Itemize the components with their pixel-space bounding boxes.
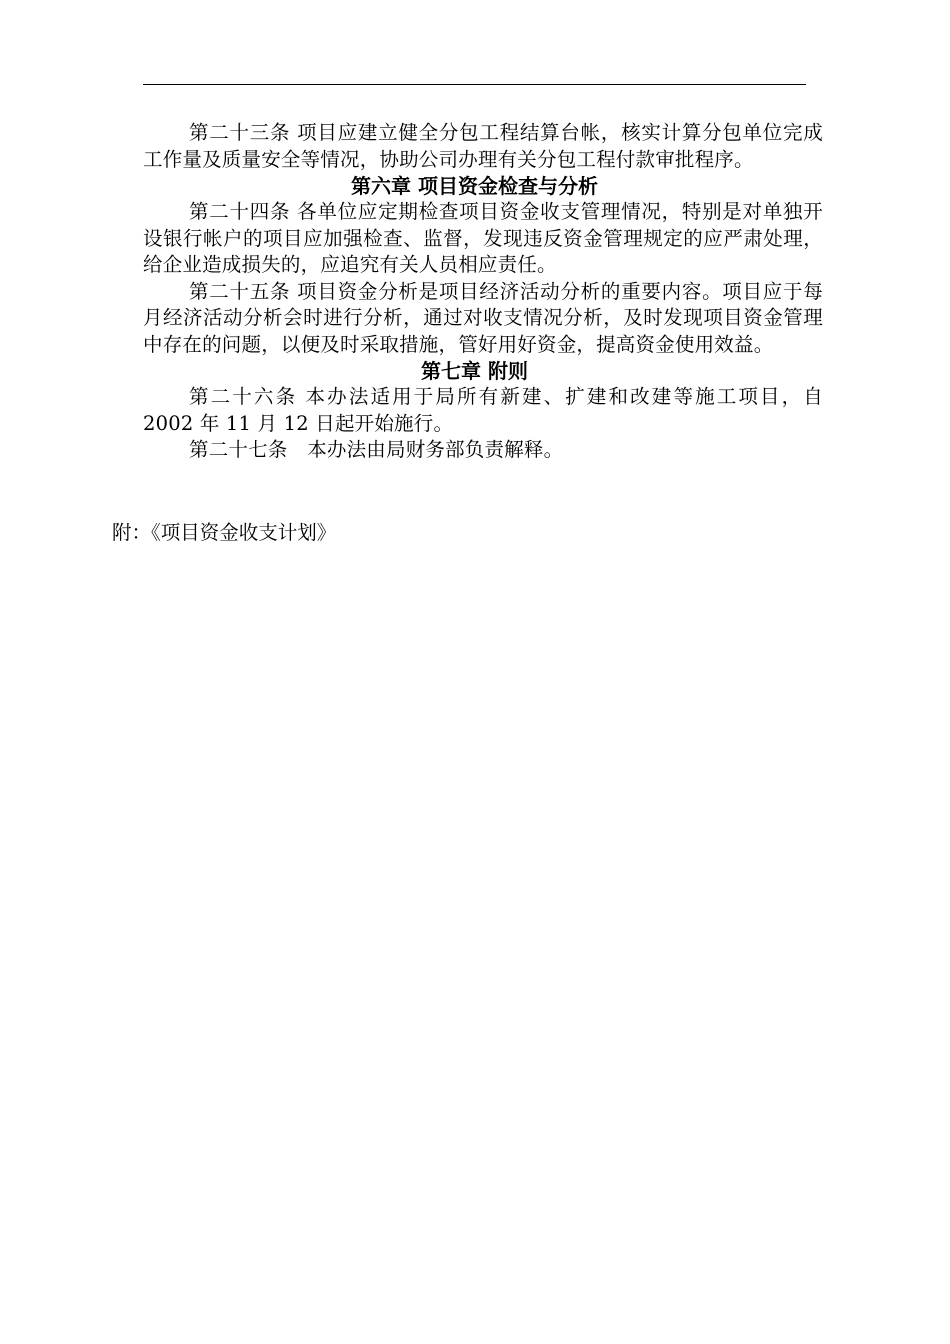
- article-23: 第二十三条 项目应建立健全分包工程结算台帐，核实计算分包单位完成工作量及质量安全等情况，协助公司办理有关分包工程付款审批程序。: [143, 121, 823, 171]
- attachment-note: 附：《项目资金收支计划》: [112, 521, 337, 544]
- document-body: [143, 120, 823, 464]
- article-24: 第二十四条 各单位应定期检查项目资金收支管理情况，特别是对单独开设银行帐户的项目应加强检查、监督，发现违反资金管理规定的应严肃处理，给企业造成损失的，应追究有关人员相应责任。: [143, 200, 823, 276]
- article-25: 第二十五条 项目资金分析是项目经济活动分析的重要内容。项目应于每月经济活动分析会时进行分析，通过对收支情况分析，及时发现项目资金管理中存在的问题，以便及时采取措施，管好用好资金，提高资金使用效益。: [143, 279, 823, 356]
- header-rule: [143, 84, 806, 85]
- chapter-7-title: 第七章 附则: [421, 359, 528, 383]
- article-27: 第二十七条 本办法由局财务部负责解释。: [189, 438, 564, 461]
- chapter-6-title: 第六章 项目资金检查与分析: [351, 174, 598, 198]
- article-26: 第二十六条 本办法适用于局所有新建、扩建和改建等施工项目，自 2002 年 11 月 12 日起开始施行。: [143, 385, 823, 435]
